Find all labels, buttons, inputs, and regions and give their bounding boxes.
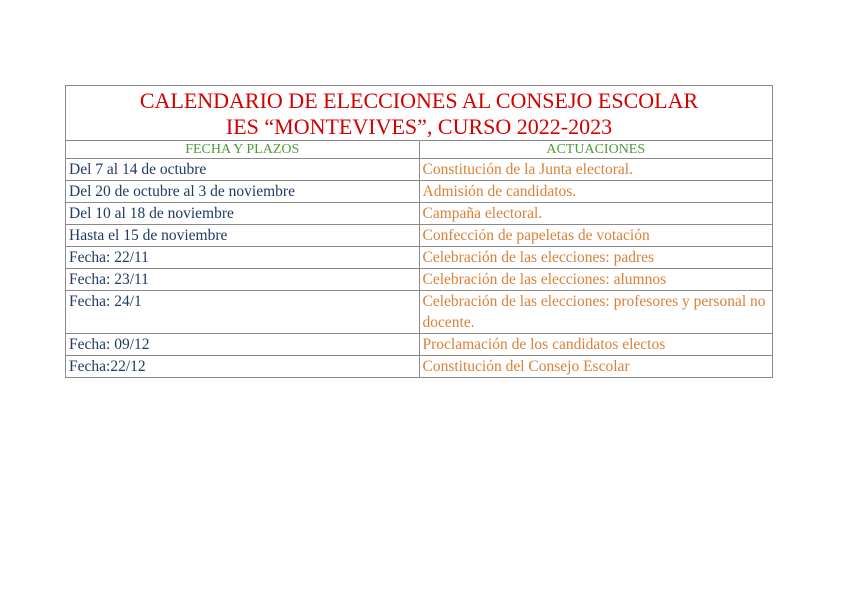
action-cell: Constitución de la Junta electoral. — [419, 159, 773, 181]
table-row — [66, 269, 773, 291]
date-cell: Del 10 al 18 de noviembre — [66, 203, 420, 225]
date-cell: Fecha: 22/11 — [66, 247, 420, 269]
table-row — [66, 247, 773, 269]
action-cell: Celebración de las elecciones: profesores y personal no docente. — [419, 291, 773, 334]
date-cell: Fecha: 23/11 — [66, 269, 420, 291]
action-cell: Constitución del Consejo Escolar — [419, 356, 773, 378]
column-header-actions: ACTUACIONES — [419, 141, 773, 159]
action-cell: Admisión de candidatos. — [419, 181, 773, 203]
column-header-dates: FECHA Y PLAZOS — [66, 141, 420, 159]
date-cell: Fecha: 24/1 — [66, 291, 420, 334]
action-cell: Proclamación de los candidatos electos — [419, 334, 773, 356]
table-row — [66, 334, 773, 356]
table-row — [66, 291, 773, 334]
date-cell: Del 20 de octubre al 3 de noviembre — [66, 181, 420, 203]
action-cell: Campaña electoral. — [419, 203, 773, 225]
date-cell: Fecha: 09/12 — [66, 334, 420, 356]
table-row — [66, 203, 773, 225]
table-row — [66, 225, 773, 247]
header-row — [66, 141, 773, 159]
title-line-1: CALENDARIO DE ELECCIONES AL CONSEJO ESCOLAR — [139, 88, 699, 113]
table-title — [66, 86, 773, 141]
date-cell: Del 7 al 14 de octubre — [66, 159, 420, 181]
elections-calendar-table — [65, 85, 773, 378]
title-row — [66, 86, 773, 141]
action-cell: Confección de papeletas de votación — [419, 225, 773, 247]
date-cell: Hasta el 15 de noviembre — [66, 225, 420, 247]
action-cell: Celebración de las elecciones: padres — [419, 247, 773, 269]
date-cell: Fecha:22/12 — [66, 356, 420, 378]
calendar-document — [65, 85, 773, 378]
table-row — [66, 159, 773, 181]
table-row — [66, 181, 773, 203]
title-line-2: IES “MONTEVIVES”, CURSO 2022-2023 — [225, 114, 613, 139]
action-cell: Celebración de las elecciones: alumnos — [419, 269, 773, 291]
table-row — [66, 356, 773, 378]
